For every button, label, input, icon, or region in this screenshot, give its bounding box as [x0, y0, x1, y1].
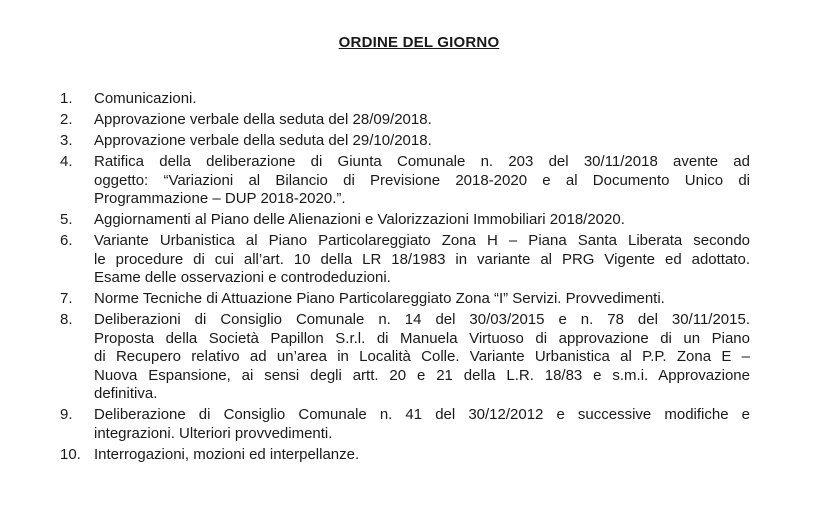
agenda-item-line: Approvazione verbale della seduta del 29/10/2018.	[94, 132, 432, 149]
agenda-item-text	[94, 211, 750, 230]
agenda-item-line: definitiva.	[94, 385, 158, 402]
agenda-item-line: Aggiornamenti al Piano delle Alienazioni e Valorizzazioni Immobiliari 2018/2020.	[94, 211, 625, 228]
agenda-item-line: Proposta della Società Papillon S.r.l. di Manuela Virtuoso di approvazione di un Piano	[94, 329, 750, 347]
agenda-item-line: Variante Urbanistica al Piano Particolareggiato Zona H – Piana Santa Liberata secondo	[94, 232, 750, 249]
agenda-item-line: di Recupero relativo ad un’area in Località Colle. Variante Urbanistica al P.P. Zona E –	[94, 348, 750, 365]
agenda-item-line: Norme Tecniche di Attuazione Piano Particolareggiato Zona “I” Servizi. Provvedimenti.	[94, 290, 665, 307]
agenda-item-number: 9.	[60, 406, 73, 423]
agenda-item	[60, 153, 750, 209]
agenda-item-line: oggetto: “Variazioni al Bilancio di Previsione 2018-2020 e al Documento Unico di	[94, 171, 750, 189]
agenda-item-number: 10.	[60, 445, 81, 463]
agenda-item	[60, 290, 750, 309]
agenda-item	[60, 232, 750, 288]
agenda-item-number: 5.	[60, 211, 73, 228]
document-title: ORDINE DEL GIORNO	[338, 34, 500, 51]
agenda-item-number: 1.	[60, 90, 73, 107]
agenda-item-text	[94, 406, 750, 443]
agenda-item-text	[94, 90, 750, 109]
agenda-item-line: Ratifica della deliberazione di Giunta Comunale n. 203 del 30/11/2018 avente ad	[94, 153, 750, 170]
agenda-item-text	[94, 232, 750, 288]
agenda-list	[60, 90, 750, 467]
agenda-item-number: 3.	[60, 132, 73, 149]
agenda-item	[60, 211, 750, 230]
agenda-item-line: Programmazione – DUP 2018-2020.”.	[94, 190, 346, 207]
agenda-item	[60, 132, 750, 151]
agenda-item-line: Nuova Espansione, ai sensi degli artt. 20 e 21 della L.R. 18/83 e s.m.i. Approvazione	[94, 366, 750, 384]
agenda-item-line: Comunicazioni.	[94, 90, 197, 107]
agenda-item	[60, 90, 750, 109]
agenda-item-number: 4.	[60, 153, 73, 170]
agenda-item-line: Esame delle osservazioni e controdeduzioni.	[94, 269, 391, 286]
agenda-item-line: le procedure di cui all’art. 10 della LR 18/1983 in variante al PRG Vigente ed adottato.	[94, 250, 750, 268]
agenda-item	[60, 111, 750, 130]
agenda-item-line: Deliberazioni di Consiglio Comunale n. 14 del 30/03/2015 e n. 78 del 30/11/2015.	[94, 311, 750, 328]
agenda-item-line: Deliberazione di Consiglio Comunale n. 41 del 30/12/2012 e successive modifiche e	[94, 406, 750, 423]
agenda-item	[60, 311, 750, 404]
agenda-item	[60, 406, 750, 443]
agenda-item-line: integrazioni. Ulteriori provvedimenti.	[94, 424, 333, 442]
agenda-item-line: Approvazione verbale della seduta del 28/09/2018.	[94, 111, 432, 128]
agenda-item-text	[94, 311, 750, 404]
agenda-item-number: 7.	[60, 290, 73, 307]
agenda-item-text	[94, 446, 750, 465]
agenda-item	[60, 446, 750, 465]
agenda-item-text	[94, 132, 750, 151]
agenda-item-text	[94, 111, 750, 130]
agenda-item-number: 8.	[60, 311, 73, 328]
agenda-item-number: 6.	[60, 232, 73, 249]
agenda-item-text	[94, 153, 750, 209]
agenda-item-number: 2.	[60, 111, 73, 128]
agenda-item-line: Interrogazioni, mozioni ed interpellanze.	[94, 445, 360, 463]
agenda-item-text	[94, 290, 750, 309]
